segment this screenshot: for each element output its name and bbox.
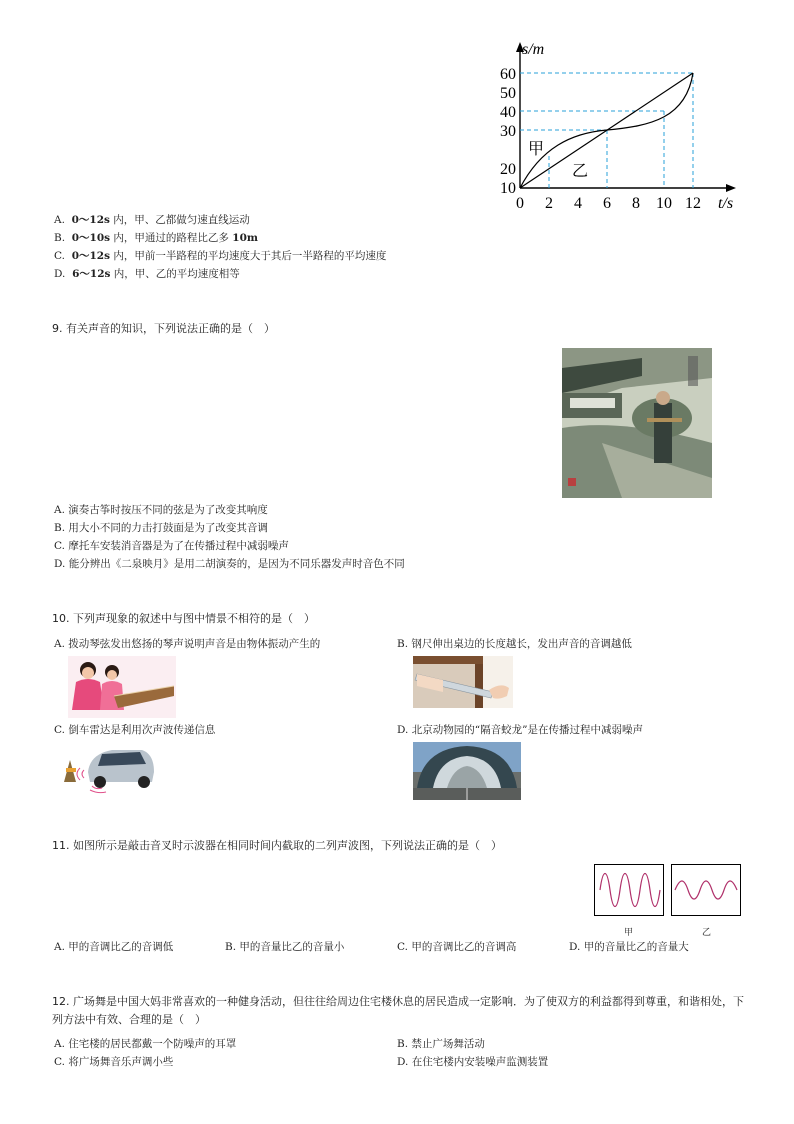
q9-option-a[interactable]: A. 演奏古筝时按压不同的弦是为了改变其响度 [54,504,268,516]
steel-ruler-table-image [413,656,513,708]
q9-option-d[interactable]: D. 能分辨出《二泉映月》是用二胡演奏的，是因为不同乐器发声时音色不同 [54,558,405,570]
q8-option-b[interactable]: B. 0～10s 内，甲通过的路程比乙多 10m [54,232,259,244]
label-jia: 甲 [624,928,634,938]
x-tick: 6 [603,195,611,212]
q10-stem: 10. 下列声现象的叙述中与图中情景不相符的是（ ） [52,612,315,625]
y-tick: 50 [500,85,516,102]
x-axis-label: t/s [718,195,734,212]
x-tick: 0 [516,195,524,212]
y-tick: 10 [500,180,516,197]
q10-option-d[interactable]: D. 北京动物园的“隔音蛟龙”是在传播过程中减弱噪声 [397,724,643,736]
q8-option-d[interactable]: D. 6～12s 内，甲、乙的平均速度相等 [54,268,240,280]
y-tick: 20 [500,161,516,178]
q11-option-c[interactable]: C. 甲的音调比乙的音调高 [397,941,517,953]
q11-option-a[interactable]: A. 甲的音调比乙的音调低 [54,941,174,953]
q10-option-a[interactable]: A. 拨动琴弦发出悠扬的琴声说明声音是由物体振动产生的 [54,638,321,650]
label-jia: 甲 [528,141,545,158]
q9-option-c[interactable]: C. 摩托车安装消音器是为了在传播过程中减弱噪声 [54,540,289,552]
y-tick: 60 [500,66,516,83]
sound-barrier-tunnel-image [413,742,521,800]
y-tick: 30 [500,123,516,140]
y-axis-label: s/m [522,41,545,58]
waveform-jia [594,864,664,916]
erquan-yingyue-painting [562,348,712,498]
q8-option-c[interactable]: C. 0～12s 内，甲前一半路程的平均速度大于其后一半路程的平均速度 [54,250,387,262]
guzheng-players-image [68,656,176,718]
q12-option-d[interactable]: D. 在住宅楼内安装噪声监测装置 [397,1056,549,1068]
q10-option-c[interactable]: C. 倒车雷达是利用次声波传递信息 [54,724,216,736]
q12-option-a[interactable]: A. 住宅楼的居民都戴一个防噪声的耳罩 [54,1038,237,1050]
q9-option-b[interactable]: B. 用大小不同的力击打鼓面是为了改变其音调 [54,522,268,534]
q12-option-c[interactable]: C. 将广场舞音乐声调小些 [54,1056,174,1068]
q12-option-b[interactable]: B. 禁止广场舞活动 [397,1038,485,1050]
q10-option-b[interactable]: B. 钢尺伸出桌边的长度越长，发出声音的音调越低 [397,638,632,650]
label-yi: 乙 [572,163,589,180]
q9-stem: 9. 有关声音的知识，下列说法正确的是（ ） [52,322,275,335]
x-tick: 2 [545,195,553,212]
x-tick: 8 [632,195,640,212]
waveform-yi [671,864,741,916]
y-tick: 40 [500,104,516,121]
q11-stem: 11. 如图所示是敲击音叉时示波器在相同时间内截取的二列声波图，下列说法正确的是（ ） [52,839,502,852]
x-tick: 4 [574,195,582,212]
x-tick: 10 [656,195,672,212]
q11-option-b[interactable]: B. 甲的音量比乙的音量小 [225,941,345,953]
x-tick: 12 [685,195,701,212]
reversing-radar-car-image [62,742,158,794]
q8-option-a[interactable]: A. 0～12s 内，甲、乙都做匀速直线运动 [54,214,250,226]
q12-stem: 12. 广场舞是中国大妈非常喜欢的一种健身活动，但往往给周边住宅楼休息的居民造成一定影响．为了使双方的利益都得到尊重，和谐相处，下列方法中有效、合理的是（ ） [52,995,744,1026]
s-t-graph [486,38,746,218]
q11-option-d[interactable]: D. 甲的音量比乙的音量大 [569,941,689,953]
label-yi: 乙 [702,928,712,938]
